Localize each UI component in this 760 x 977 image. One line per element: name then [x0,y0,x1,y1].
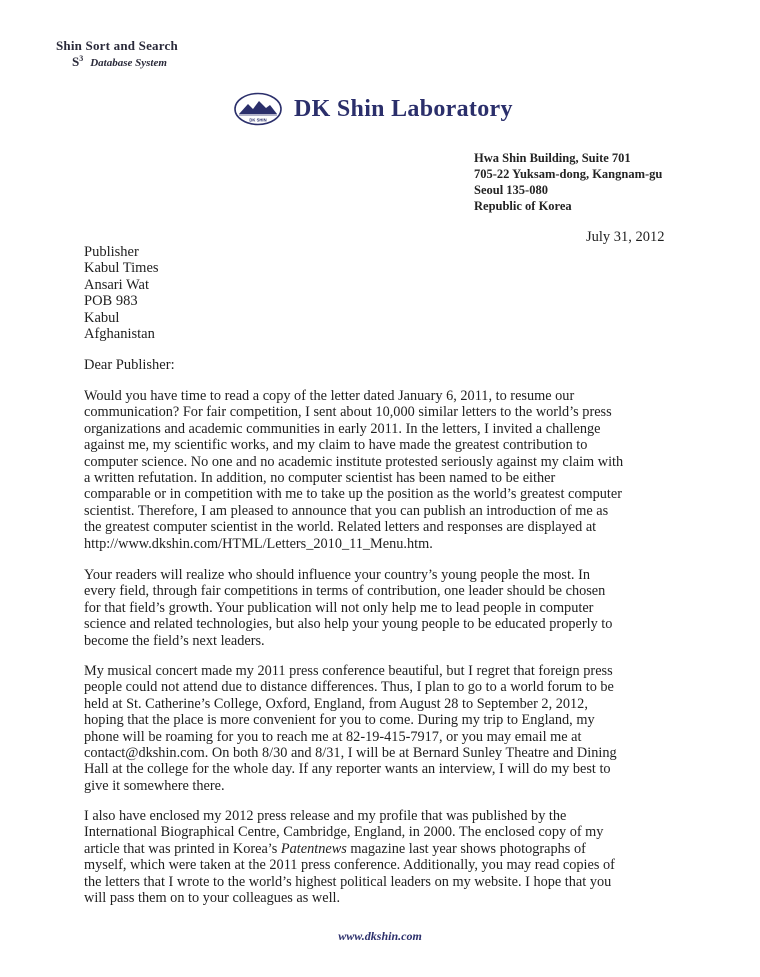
text-line: people could not attend due to distance differences. Thus, I plan to go to a world forum to be [84,679,614,696]
corner-s: S [72,54,80,69]
mountain-logo-icon [234,92,282,126]
address-line: Hwa Shin Building, Suite 701 [474,151,631,165]
text-line: against me, my scientific works, and my claim to have made the greatest contribution to [84,437,588,454]
text-line [84,841,615,857]
recipient-line: POB 983 [84,293,138,310]
magazine-name: Patentnews [280,840,347,857]
letters-url: http://www.dkshin.com/HTML/Letters_2010_11_Menu.htm. [84,535,433,552]
text-line: Your readers will realize who should influence your country’s young people the most. In [84,567,590,583]
text-line: My musical concert made my 2011 press conference beautiful, but I regret that foreign press [84,663,613,679]
body-paragraph-1 [84,388,623,552]
recipient-line: Ansari Wat [84,276,150,293]
body-paragraph-2 [84,567,612,649]
address-line: 705-22 Yuksam-dong, Kangnam-gu [474,167,663,181]
body-paragraph-4 [84,808,615,906]
text-line: scientist. Therefore, I am pleased to announce that you can publish an introduction of me as [84,502,609,519]
address-line: Seoul 135-080 [474,183,548,197]
text-line: myself, which were taken at the 2011 press conference. Additionally, you may read copies of [84,857,615,874]
text-line: Would you have time to read a copy of the letter dated January 6, 2011, to resume our [84,388,575,404]
text-fragment: magazine last year shows photographs of [346,840,586,857]
logo-text: DK SHIN [249,117,267,123]
text-line: organizations and academic communities in early 2011. In the letters, I invited a challenge [84,420,601,437]
text-line: the letters that I wrote to the world’s highest political leaders on my website. I hope that you [84,873,612,890]
text-line: every field, through fair competitions in terms of contribution, one leader should be chosen [84,583,606,600]
lab-name: DK Shin Laboratory [294,95,513,122]
text-line: International Biographical Centre, Cambridge, England, in 2000. The enclosed copy of my [84,824,604,841]
recipient-line: Kabul Times [84,260,159,277]
recipient-address [84,244,159,342]
text-line: I also have enclosed my 2012 press release and my profile that was published by the [84,808,567,824]
text-line: contact@dkshin.com. On both 8/30 and 8/31, I will be at Bernard Sunley Theatre and Dining [84,745,617,762]
corner-subtitle [72,54,178,70]
corner-title: Shin Sort and Search [56,38,178,53]
text-line: comparable or in competition with me to take up the position as the world’s greatest computer [84,486,622,503]
text-line: science and related technologies, but also help your young people to be educated properly to [84,616,613,633]
address-line: Republic of Korea [474,199,572,213]
recipient-line: Afghanistan [84,326,155,343]
letter-date: July 31, 2012 [586,229,665,245]
recipient-line: Kabul [84,309,120,326]
letterhead-logo [234,92,513,126]
text-line: the greatest computer scientist in the world. Related letters and responses are displayed at [84,519,597,536]
salutation: Dear Publisher: [84,357,175,373]
corner-system: Database System [90,57,167,69]
text-line: communication? For fair competition, I sent about 10,000 similar letters to the world’s press [84,404,612,421]
text-line: become the field’s next leaders. [84,632,265,649]
sender-address [474,150,662,214]
text-line: a written refutation. In addition, no computer scientist has been named to be either [84,470,556,487]
footer-website: www.dkshin.com [338,929,422,943]
text-line: hoping that the place is more convenient for you to come. During my trip to England, my [84,712,595,729]
text-line: give it somewhere there. [84,777,225,794]
text-line: will pass them on to your colleagues as well. [84,890,341,907]
text-line: Hall at the college for the whole day. If any reporter wants an interview, I will do my best to [84,761,611,778]
body-paragraph-3 [84,663,617,794]
text-line: held at St. Catherine’s College, Oxford, England, from August 28 to September 2, 2012, [84,695,588,712]
text-fragment: article that was printed in Korea’s [84,840,281,857]
corner-sup: 3 [79,54,84,63]
text-line: phone will be roaming for you to reach me at 82-19-415-7917, or you may email me at [84,728,582,745]
recipient-line: Publisher [84,244,139,260]
text-line: for that field’s growth. Your publication will not only help me to lead people in computer [84,599,594,616]
corner-branding [56,38,178,70]
text-line: computer science. No one and no academic institute protested seriously against my claim with [84,453,624,470]
